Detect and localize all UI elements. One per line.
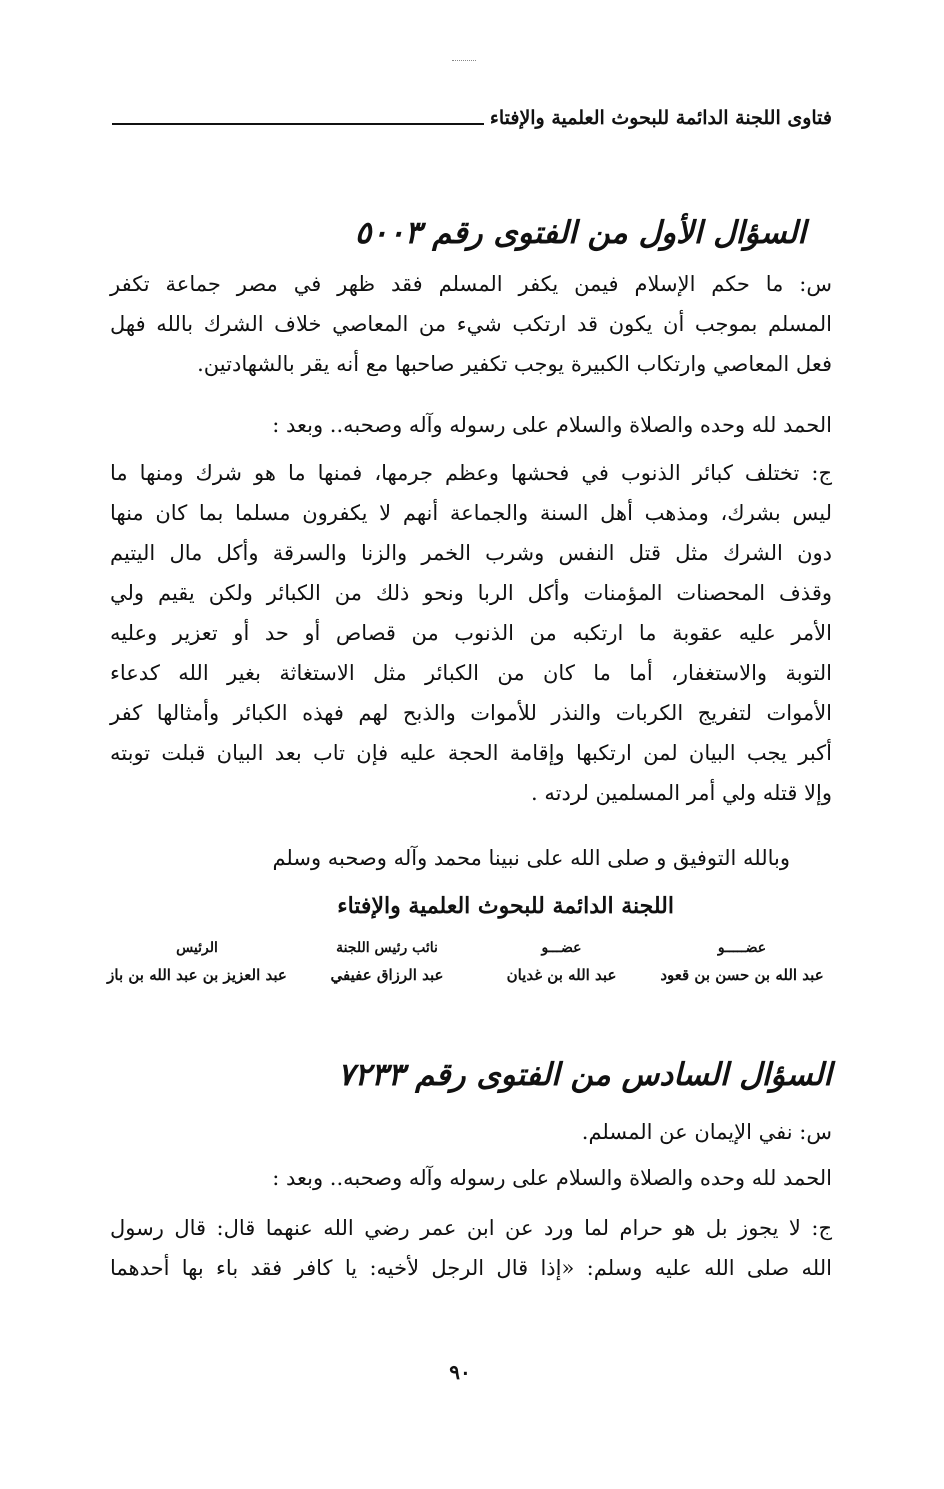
fatwa-2-answer <box>110 1208 832 1288</box>
answer-line: ج: لا يجوز بل هو حرام لما ورد عن ابن عمر رضي الله عنهما قال: قال رسول <box>110 1216 832 1240</box>
member-role: نائب رئيس اللجنة <box>336 940 438 956</box>
fatwa-1-answer <box>110 453 832 813</box>
closing-line: وبالله التوفيق و صلى الله على نبينا محمد وآله وصحبه وسلم <box>272 846 790 870</box>
fatwa-1-closing <box>110 838 832 878</box>
question-line: س: ما حكم الإسلام فيمن يكفر المسلم فقد ظهر في مصر جماعة تكفر <box>110 272 832 296</box>
fatwa-2-title: السؤال السادس من الفتوى رقم ٧٢٣٣ <box>337 1057 832 1093</box>
fatwa-1-praise <box>110 405 832 445</box>
fatwa-2-praise <box>110 1158 832 1198</box>
member-role: عضـــــو <box>717 940 767 956</box>
signature-member-1 <box>652 936 832 990</box>
answer-line: التوبة والاستغفار، أما ما كان من الكبائر مثل الاستغاثة بغير الله كدعاء <box>110 661 832 685</box>
answer-line: الأموات لتفريج الكربات والنذر للأموات والذبح لهم فهذه الكبائر وأمثالها كفر <box>110 701 832 725</box>
header-rule <box>112 123 484 125</box>
member-role: عضـــو <box>541 940 582 956</box>
answer-line: الأمر عليه عقوبة ما ارتكبه من الذنوب من قصاص أو حد أو تعزير وعليه <box>110 621 832 645</box>
praise-line: الحمد لله وحده والصلاة والسلام على رسوله وآله وصحبه.. وبعد : <box>272 1166 832 1190</box>
answer-line: ج: تختلف كبائر الذنوب في فحشها وعظم جرمها، فمنها ما هو شرك ومنها ما <box>110 461 832 485</box>
member-name: عبد الله بن غديان <box>506 966 617 984</box>
answer-line: وإلا قتله ولي أمر المسلمين لردته . <box>531 781 832 805</box>
top-dotted-mark <box>452 60 476 61</box>
answer-line: أكبر يجب البيان لمن ارتكبها وإقامة الحجة عليه فإن تاب بعد البيان قبلت توبته <box>110 741 832 765</box>
answer-line: وقذف المحصنات المؤمنات وأكل الربا ونحو ذلك من الكبائر ولكن يقيم ولي <box>110 581 832 605</box>
signature-vice-chairman <box>312 936 462 990</box>
answer-line: الله صلى الله عليه وسلم: «إذا قال الرجل لأخيه: يا كافر فقد باء بها أحدهما <box>110 1256 832 1280</box>
answer-line: ليس بشرك، ومذهب أهل السنة والجماعة أنهم لا يكفرون مسلما بما كان منها <box>110 501 832 525</box>
page-number: ٩٠ <box>449 1360 471 1384</box>
member-name: عبد العزيز بن عبد الله بن باز <box>107 966 287 984</box>
answer-line: دون الشرك مثل قتل النفس وشرب الخمر والزنا والسرقة وأكل مال اليتيم <box>110 541 832 565</box>
signature-member-2 <box>489 936 634 990</box>
signature-chairman <box>102 936 292 990</box>
question-line: المسلم بموجب أن يكون قد ارتكب شيء من المعاصي خلاف الشرك بالله فهل <box>110 312 832 336</box>
fatwa-1-title: السؤال الأول من الفتوى رقم ٥٠٠٣ <box>354 215 806 251</box>
running-header-title: فتاوى اللجنة الدائمة للبحوث العلمية والإفتاء <box>489 107 832 129</box>
member-name: عبد الرزاق عفيفي <box>330 966 444 984</box>
committee-signatures <box>107 936 832 996</box>
member-role: الرئيس <box>176 940 218 956</box>
running-header <box>112 98 832 128</box>
fatwa-2-question <box>110 1112 832 1152</box>
committee-title: اللجنة الدائمة للبحوث العلمية والإفتاء <box>337 893 674 919</box>
member-name: عبد الله بن حسن بن قعود <box>660 966 824 984</box>
fatwa-1-question <box>110 264 832 384</box>
question-line: س: نفي الإيمان عن المسلم. <box>581 1120 832 1144</box>
question-line: فعل المعاصي وارتكاب الكبيرة يوجب تكفير صاحبها مع أنه يقر بالشهادتين. <box>197 352 832 376</box>
praise-line: الحمد لله وحده والصلاة والسلام على رسوله وآله وصحبه.. وبعد : <box>272 413 832 437</box>
